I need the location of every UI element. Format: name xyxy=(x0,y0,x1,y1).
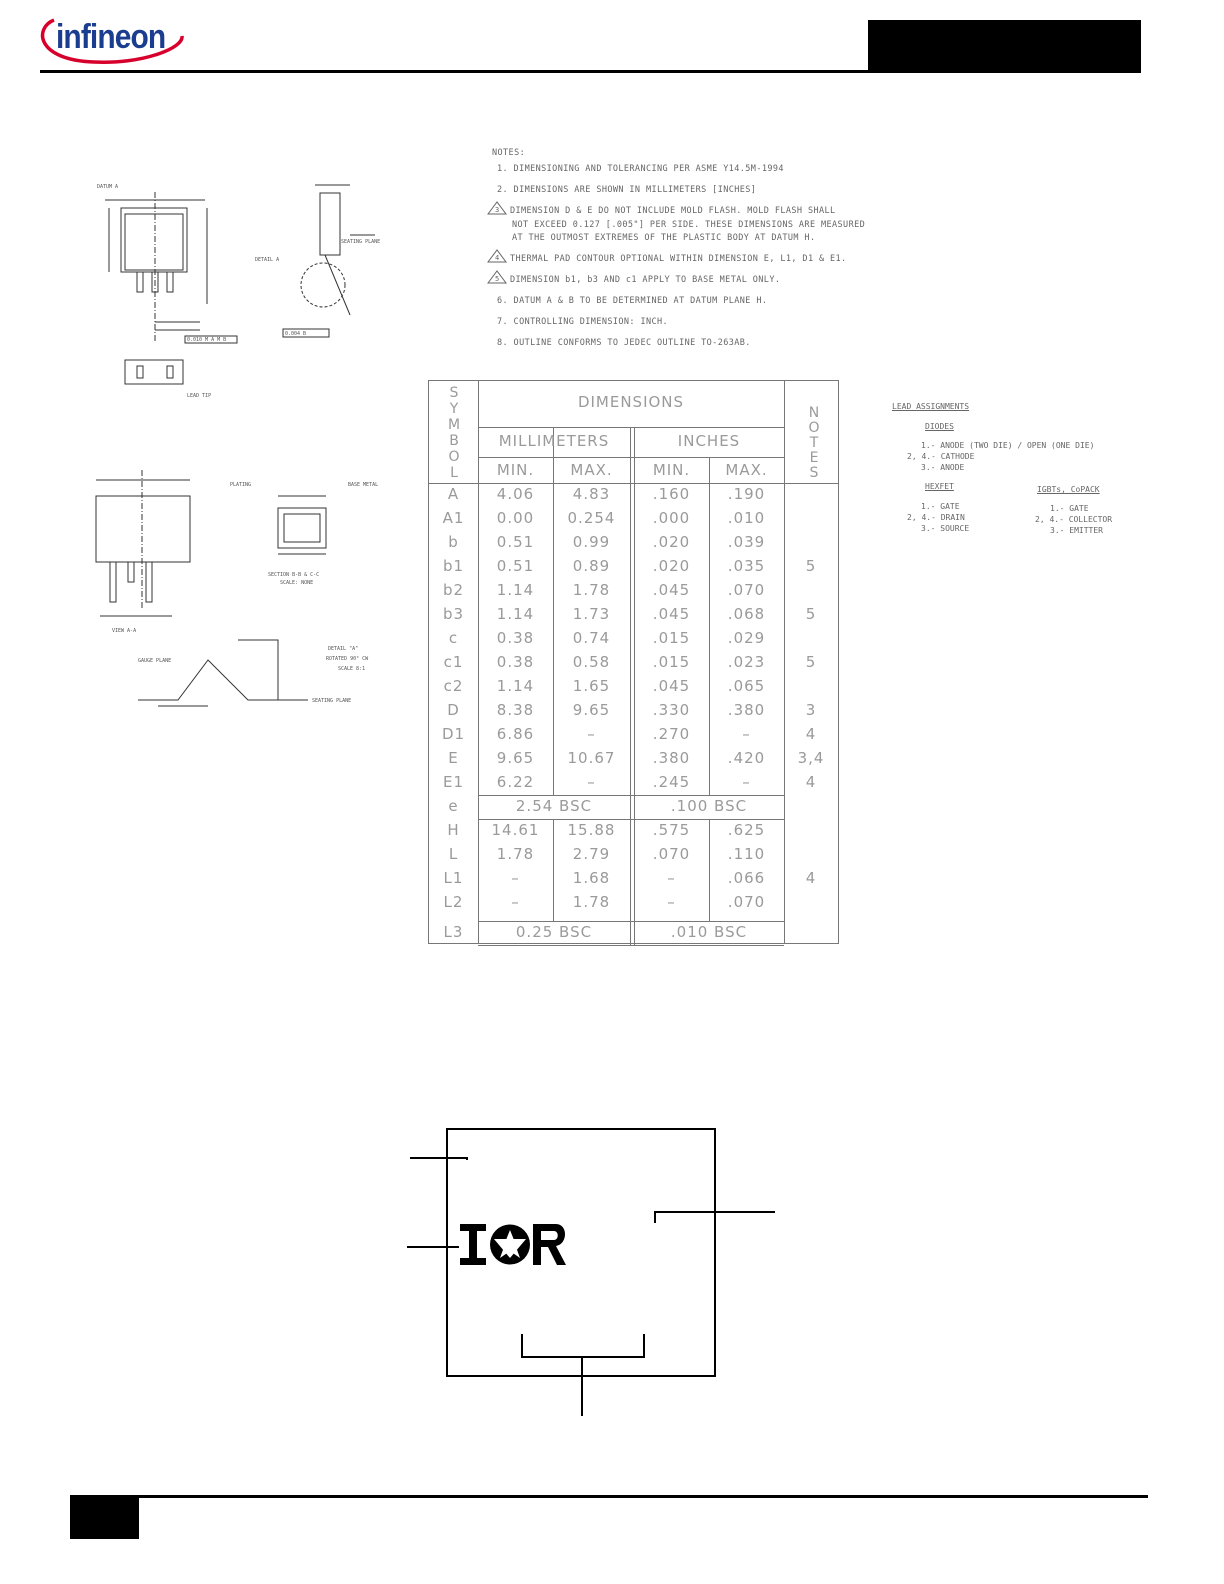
lead-assignments-title: LEAD ASSIGNMENTS xyxy=(892,402,970,411)
table-cell-sym: L1 xyxy=(443,869,464,887)
table-cell-mm_min: 1.14 xyxy=(496,677,535,695)
table-cell-mm_max: 0.254 xyxy=(567,509,616,527)
infineon-logo xyxy=(34,8,184,68)
table-cell-in_min: – xyxy=(667,893,676,911)
note-3-triangle-icon xyxy=(486,200,508,216)
view-a-a-drawing xyxy=(92,470,232,640)
table-cell-mm_max: 10.67 xyxy=(567,749,616,767)
marking-leader-4 xyxy=(581,1358,583,1416)
table-bsc-in: .010 BSC xyxy=(670,923,748,941)
table-cell-mm_max: 1.78 xyxy=(572,581,611,599)
table-cell-mm_max: 0.58 xyxy=(572,653,611,671)
igbt-title: IGBTs, CoPACK xyxy=(1037,485,1100,494)
notes-title: NOTES: xyxy=(492,148,526,158)
flatness-frame: 0.004 B xyxy=(285,331,307,337)
note-4-triangle-icon xyxy=(486,248,508,264)
note-3-line-1: DIMENSION D & E DO NOT INCLUDE MOLD FLASH. MOLD FLASH SHALL xyxy=(510,206,836,216)
table-cell-mm_min: 1.78 xyxy=(496,845,535,863)
table-cell-sym: E xyxy=(448,749,459,767)
millimeters-header: MILLIMETERS xyxy=(498,432,610,450)
package-top-view-drawing xyxy=(95,172,245,402)
table-cell-in_max: .029 xyxy=(727,629,766,647)
table-cell-sym: A1 xyxy=(442,509,465,527)
table-cell-mm_max: 1.68 xyxy=(572,869,611,887)
table-cell-mm_min: 0.51 xyxy=(496,533,535,551)
table-cell-mm_min: 0.00 xyxy=(496,509,535,527)
table-cell-note: 3 xyxy=(805,701,817,719)
table-cell-in_min: .045 xyxy=(652,677,691,695)
table-cell-in_max: .023 xyxy=(727,653,766,671)
table-cell-mm_max: 2.79 xyxy=(572,845,611,863)
table-cell-in_max: .420 xyxy=(727,749,766,767)
table-bsc-sym: L3 xyxy=(443,923,464,941)
lead-assignments: LEAD ASSIGNMENTS DIODES 1.- ANODE (TWO DIE) / OPEN (ONE DIE) 2, 4.- CATHODE 3.- ANODE HEXFET 1.- GATE 2, 4.- DRAIN 3.- SOURCE IGBTs, CoPACK 1.- GATE 2, 4.- COLLECTOR 3.- EMITTER xyxy=(892,402,1113,535)
table-cell-mm_min: 6.86 xyxy=(496,725,535,743)
table-cell-note: 4 xyxy=(805,773,817,791)
table-cell-in_min: .015 xyxy=(652,653,691,671)
table-cell-in_max: .070 xyxy=(727,581,766,599)
table-cell-mm_max: – xyxy=(587,773,596,791)
dimensions-table: S Y M B O L DIMENSIONS MILLIMETERS INCHES MIN. MAX. MIN. MAX. N O T E S A 4.06 4.83 .160 .190 A1 0.00 0.254 .000 .010 b 0.51 0.99 .020 .039 b1 0.51 0.89 .020 .035 5 b2 1.14 1.78 .045 .070 b3 1.14 1.73 .045 .068 5 c 0.38 0.74 .015 .029 c1 0.38 0.58 .015 .023 5 c2 1.14 1.65 .045 .065 D 8.38 9.65 .330 .380 3 D1 6.86 – .270 – 4 E 9.65 10.67 .380 .420 3,4 E1 6.22 – .245 – 4 e 2.54 BSC .100 BSC H 14.61 15.88 .575 .625 L 1.78 2.79 .070 .110 L1 – 1.68 – .066 4 L2 – 1.78 – .070 L3 0.25 BSC .010 BSC xyxy=(428,380,839,944)
table-bsc-mm: 0.25 BSC xyxy=(515,923,593,941)
table-cell-mm_max: – xyxy=(587,725,596,743)
table-cell-in_min: .045 xyxy=(652,605,691,623)
header-black-block xyxy=(868,20,1141,73)
table-cell-mm_min: 1.14 xyxy=(496,605,535,623)
inches-header: INCHES xyxy=(677,432,741,450)
table-cell-mm_max: 0.89 xyxy=(572,557,611,575)
table-cell-note: 5 xyxy=(805,653,817,671)
note-6: 6. DATUM A & B TO BE DETERMINED AT DATUM PLANE H. xyxy=(497,296,768,306)
table-cell-sym: D1 xyxy=(441,725,466,743)
table-cell-sym: b xyxy=(448,533,459,551)
scale-81-label: SCALE 8:1 xyxy=(338,666,366,672)
table-cell-sym: L2 xyxy=(443,893,464,911)
table-cell-mm_min: 14.61 xyxy=(491,821,540,839)
table-cell-in_max: .070 xyxy=(727,893,766,911)
header-rule xyxy=(40,70,868,73)
note-8: 8. OUTLINE CONFORMS TO JEDEC OUTLINE TO-263AB. xyxy=(497,338,751,348)
table-cell-in_max: – xyxy=(742,725,751,743)
note-3-line-2: NOT EXCEED 0.127 [.005"] PER SIDE. THESE DIMENSIONS ARE MEASURED xyxy=(512,220,866,230)
table-cell-sym: b2 xyxy=(442,581,465,599)
table-cell-in_max: .066 xyxy=(727,869,766,887)
table-cell-mm_max: 9.65 xyxy=(572,701,611,719)
table-cell-sym: c1 xyxy=(443,653,464,671)
dimensions-header: DIMENSIONS xyxy=(577,393,685,411)
table-cell-in_min: – xyxy=(667,869,676,887)
table-cell-in_min: .000 xyxy=(652,509,691,527)
table-cell-mm_min: – xyxy=(511,869,520,887)
table-bsc-in: .100 BSC xyxy=(670,797,748,815)
note-5: DIMENSION b1, b3 AND c1 APPLY TO BASE METAL ONLY. xyxy=(510,275,781,285)
table-cell-mm_max: 15.88 xyxy=(567,821,616,839)
marking-leader-2 xyxy=(407,1246,459,1248)
marking-leader-3 xyxy=(654,1211,775,1213)
table-cell-in_min: .020 xyxy=(652,533,691,551)
hexfet-title: HEXFET xyxy=(925,482,954,491)
section-label: SECTION B-B & C-C xyxy=(268,572,320,578)
table-cell-mm_min: 0.38 xyxy=(496,629,535,647)
svg-text:3: 3 xyxy=(495,206,500,214)
datum-a-label: DATUM A xyxy=(97,184,119,190)
tolerance-frame: 0.010 M A M B xyxy=(187,337,227,343)
note-7: 7. CONTROLLING DIMENSION: INCH. xyxy=(497,317,669,327)
rotated-label: ROTATED 90° CW xyxy=(326,656,369,662)
table-cell-mm_max: 1.78 xyxy=(572,893,611,911)
table-cell-in_min: .380 xyxy=(652,749,691,767)
table-cell-note: 4 xyxy=(805,869,817,887)
footer-black-block xyxy=(70,1495,139,1539)
table-cell-mm_max: 4.83 xyxy=(572,485,611,503)
table-cell-note: 5 xyxy=(805,557,817,575)
base-metal-label: BASE METAL xyxy=(348,482,379,488)
table-cell-mm_min: 1.14 xyxy=(496,581,535,599)
table-cell-mm_max: 1.65 xyxy=(572,677,611,695)
svg-text:4: 4 xyxy=(495,254,500,262)
table-bsc-mm: 2.54 BSC xyxy=(515,797,593,815)
table-cell-in_min: .015 xyxy=(652,629,691,647)
table-cell-sym: c2 xyxy=(443,677,464,695)
table-cell-mm_max: 0.74 xyxy=(572,629,611,647)
table-cell-note: 4 xyxy=(805,725,817,743)
table-cell-in_max: .190 xyxy=(727,485,766,503)
table-cell-in_min: .070 xyxy=(652,845,691,863)
table-cell-in_max: .625 xyxy=(727,821,766,839)
table-cell-in_max: .035 xyxy=(727,557,766,575)
table-cell-note: 5 xyxy=(805,605,817,623)
table-cell-in_min: .270 xyxy=(652,725,691,743)
diodes-title: DIODES xyxy=(925,422,954,431)
table-bsc-sym: e xyxy=(448,797,459,815)
table-cell-sym: L xyxy=(448,845,459,863)
note-5-triangle-icon xyxy=(486,269,508,285)
marking-bracket xyxy=(521,1356,645,1358)
table-cell-in_min: .575 xyxy=(652,821,691,839)
table-cell-in_min: .245 xyxy=(652,773,691,791)
table-cell-in_max: .039 xyxy=(727,533,766,551)
note-3-line-3: AT THE OUTMOST EXTREMES OF THE PLASTIC BODY AT DATUM H. xyxy=(512,233,816,243)
table-cell-in_max: – xyxy=(742,773,751,791)
marking-leader-1 xyxy=(410,1157,468,1159)
table-cell-in_max: .110 xyxy=(727,845,766,863)
detail-a-drawing xyxy=(128,630,378,730)
seating-plane-label: SEATING PLANE xyxy=(341,239,381,245)
table-cell-mm_min: 9.65 xyxy=(496,749,535,767)
table-cell-in_max: .010 xyxy=(727,509,766,527)
seating-plane-label-2: SEATING PLANE xyxy=(312,698,352,704)
svg-text:IOR: IOR xyxy=(458,1222,460,1223)
logo-wordmark: infineon xyxy=(56,18,166,56)
table-cell-sym: b1 xyxy=(442,557,465,575)
table-cell-sym: D xyxy=(447,701,460,719)
table-cell-in_min: .330 xyxy=(652,701,691,719)
table-cell-sym: b3 xyxy=(442,605,465,623)
detail-a2-label: DETAIL "A" xyxy=(328,646,359,652)
table-cell-note: 3,4 xyxy=(797,749,825,767)
detail-a-label: DETAIL A xyxy=(255,257,280,263)
section-scale-label: SCALE: NONE xyxy=(280,580,314,586)
table-cell-sym: c xyxy=(448,629,459,647)
lead-tip-label: LEAD TIP xyxy=(187,393,212,399)
table-cell-mm_min: 0.38 xyxy=(496,653,535,671)
table-cell-mm_min: 0.51 xyxy=(496,557,535,575)
ior-logo-icon xyxy=(458,1222,570,1267)
svg-text:5: 5 xyxy=(495,275,500,283)
note-2: 2. DIMENSIONS ARE SHOWN IN MILLIMETERS [INCHES] xyxy=(497,185,757,195)
table-cell-in_min: .020 xyxy=(652,557,691,575)
table-cell-in_max: .068 xyxy=(727,605,766,623)
table-cell-in_max: .380 xyxy=(727,701,766,719)
note-1: 1. DIMENSIONING AND TOLERANCING PER ASME Y14.5M-1994 xyxy=(497,164,784,174)
table-cell-mm_min: 6.22 xyxy=(496,773,535,791)
table-cell-in_min: .045 xyxy=(652,581,691,599)
table-cell-in_max: .065 xyxy=(727,677,766,695)
view-a-a-label: VIEW A-A xyxy=(112,628,137,634)
table-cell-mm_min: 4.06 xyxy=(496,485,535,503)
table-cell-mm_min: – xyxy=(511,893,520,911)
table-cell-sym: E1 xyxy=(442,773,465,791)
table-cell-mm_max: 1.73 xyxy=(572,605,611,623)
footer-rule xyxy=(70,1495,1148,1498)
gauge-plane-label: GAUGE PLANE xyxy=(138,658,172,664)
section-drawing xyxy=(230,478,400,588)
package-side-view-drawing xyxy=(255,175,381,345)
table-cell-sym: A xyxy=(447,485,460,503)
note-4: THERMAL PAD CONTOUR OPTIONAL WITHIN DIMENSION E, L1, D1 & E1. xyxy=(510,254,847,264)
plating-label: PLATING xyxy=(230,482,252,488)
table-cell-in_min: .160 xyxy=(652,485,691,503)
table-cell-mm_min: 8.38 xyxy=(496,701,535,719)
table-cell-sym: H xyxy=(447,821,460,839)
table-cell-mm_max: 0.99 xyxy=(572,533,611,551)
